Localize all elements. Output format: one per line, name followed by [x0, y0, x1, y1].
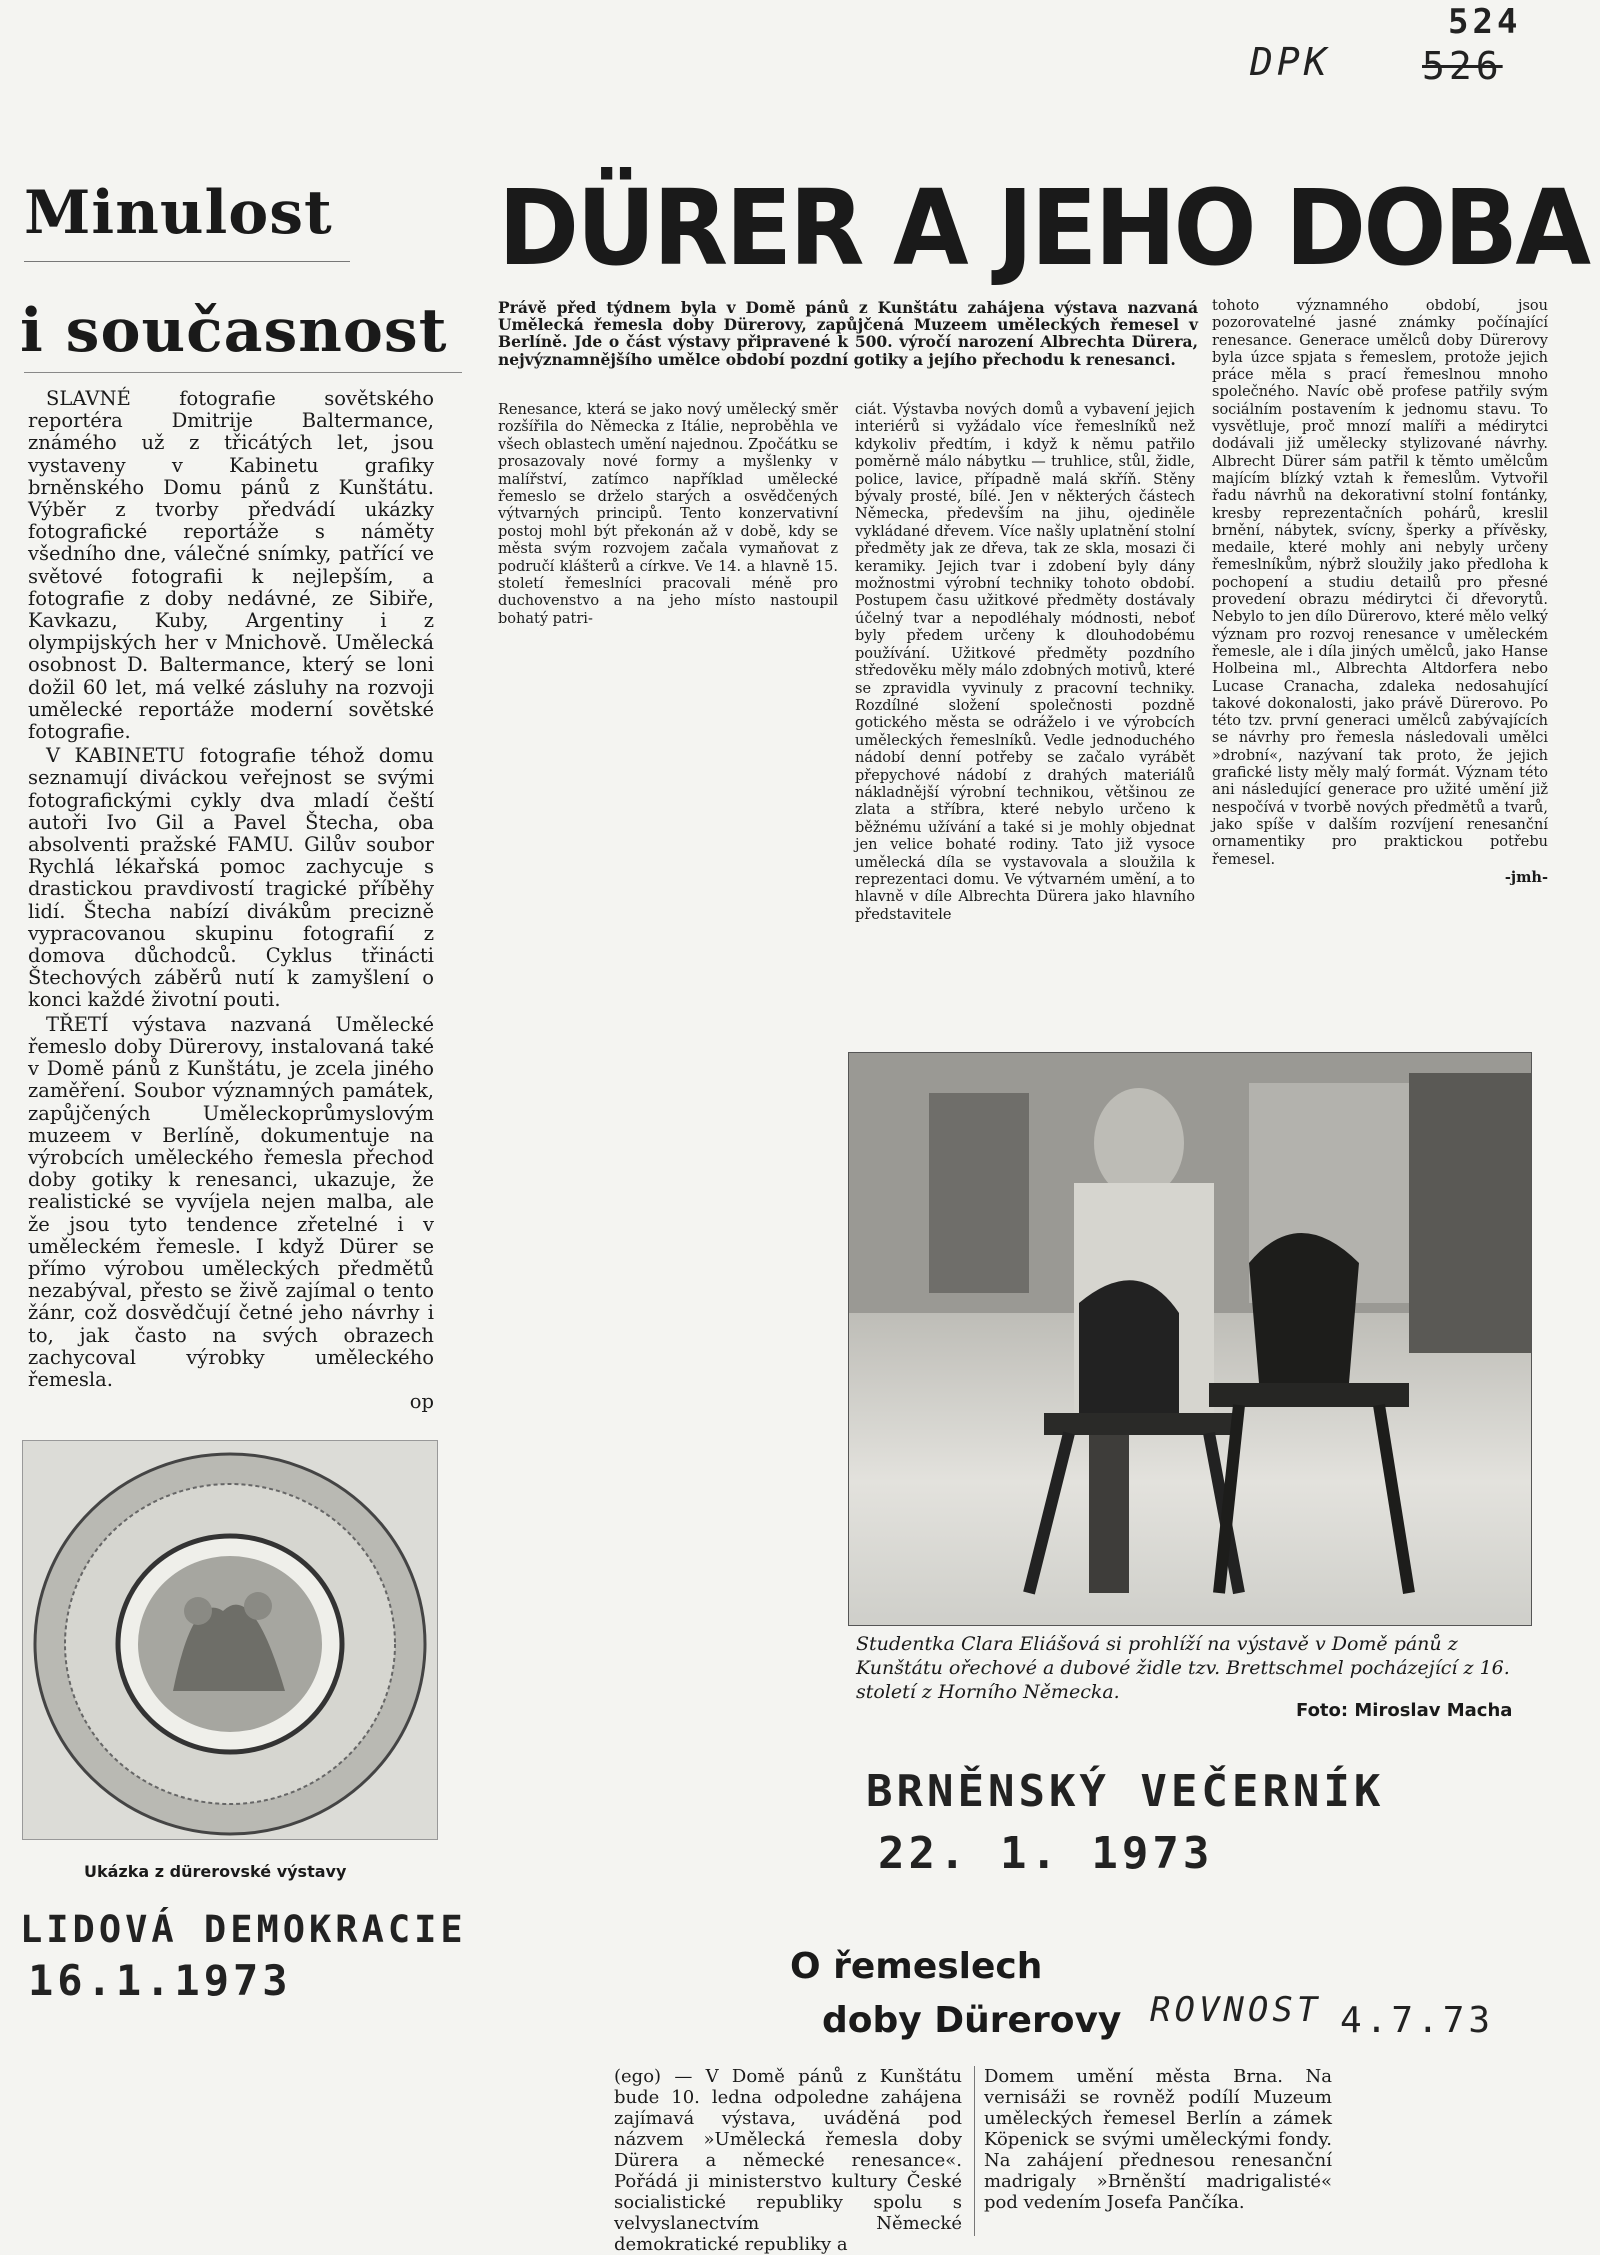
chairs-photo-caption: Studentka Clara Eliášová si prohlíží na výstavě v Domě pánů z Kunštátu ořechové a dubové židle tzv. Brettschmel pocházející z 16. století z Horního Německa.	[856, 1633, 1510, 1703]
left-paragraph: V KABINETU fotografie téhož domu seznamují diváckou veřejnost se svými fotografickými cykly dva mladí čeští autoři Ivo Gil a Pavel Štecha, oba absolventi pražské FAMU. Gilův soubor Rychlá lékařská pomoc zachycuje s drastickou pravdivostí tragické příběhy lidí. Štecha nabízí divákům precizně vypracovanou skupinu fotografií z domova důchodců. Cyklus třinácti Štechových záběrů nutí k zamyšlení o konci každé životní pouti.	[28, 744, 434, 1012]
archive-page-number: 524	[1448, 2, 1522, 42]
plate-photo	[22, 1440, 438, 1840]
left-paragraph: SLAVNÉ fotografie sovětského reportéra Dmitrije Baltermance, známého už z třicátých let, jsou vystaveny v Kabinetu grafiky brněnského Domu pánů z Kunštátu. Výběr z tvorby předvádí ukázky fotografické reportáže s náměty všedního dne, válečné snímky, patřící ve světové fotografii k nejlepším, a fotografie z doby nedávné, ze Sibiře, Kavkazu, Kuby, Argentiny i z olympijských her v Mnichově. Umělecká osobnost D. Baltermance, který se loni dožil 60 let, má velké zásluhy na rozvoji umělecké reportáže moderní sovětské fotografie.	[28, 387, 434, 744]
headline-rule	[24, 261, 350, 262]
main-column-3	[1212, 298, 1548, 886]
archive-mark: DPK	[1250, 40, 1331, 84]
source-rovnost: ROVNOST	[1150, 1990, 1322, 2030]
source-lidova-demokracie: LIDOVÁ DEMOKRACIE	[20, 1908, 467, 1951]
bottom-column-1: (ego) — V Domě pánů z Kunštátu bude 10. ledna odpoledne zahájena zajímavá výstava, uváděná pod názvem »Umělecká řemesla doby Dürera a německé renesance«. Pořádá ji ministerstvo kultury České socialistické republiky spolu s velvyslanectvím Německé demokratické republiky a	[614, 2066, 962, 2255]
chairs-photo	[848, 1052, 1532, 1626]
chairs-photo-illustration	[849, 1053, 1531, 1625]
bottom-column-2: Domem umění města Brna. Na vernisáži se rovněž podílí Muzeum uměleckých řemesel Berlín a zámek Köpenick se svými uměleckými fondy. Na zahájení přednesou renesanční madrigaly »Brněnští madrigalisté« pod vedením Josefa Pančíka.	[984, 2066, 1332, 2213]
main-headline-block	[498, 167, 1589, 289]
left-signature: op	[409, 1390, 434, 1414]
left-headline-line1: Minulost	[24, 178, 333, 248]
left-article-body	[28, 388, 434, 1413]
headline-rule	[24, 372, 462, 373]
plate-caption: Ukázka z dürerovské výstavy	[84, 1862, 347, 1881]
source-brnensky-vecernik: BRNĚNSKÝ VEČERNÍK	[866, 1766, 1385, 1817]
main-signature: -jmh-	[1504, 868, 1548, 886]
left-headline-line2: i současnost	[20, 296, 448, 366]
column-rule	[974, 2066, 975, 2236]
main-column-3-text: tohoto významného období, jsou pozorovatelné jasné známky počínající renesance. Generace umělců doby Dürerovy byla úzce spjata s řemeslem, protože jejich práce měla s prací řemeslnou mnoho společného. Navíc obě profese patřily svým sociálním postavením k jednomu stavu. To vysvětluje, proč mnozí malíři a médirytci dodávali již umělecky stylizované návrhy. Albrecht Dürer sám patřil k těmto umělcům majícím blízký vztah k řemeslům. Vytvořil řadu návrhů na dekorativní stolní fontánky, kresby reprezentačních pohárů, kreslil brnění, nábytek, svícny, šperky a přívěsky, medaile, které mohly ani nebyly určeny řemeslníkům, nýbrž sloužily jako předloha k pochopení a studiu detailů pro přesné provedení obrazu médirytci či dřevorytů. Nebylo to jen dílo Dürerovo, které mělo velký význam pro rozvoj renesance v uměleckém řemesle, ale i díla jiných umělců, jako Hanse Holbeina ml., Albrechta Altdorfera nebo Lucase Cranacha, zdaleka nedosahující takové dokonalosti, jako právě Dürerovo. Po této tzv. první generaci umělců zabývajících se návrhy pro řemesla následovali umělci »drobní«, nazývaní tak proto, že jejich grafické listy měly malý formát. Význam této ani následující generace pro užité umění již nespočívá v tvorbě nových předmětů a tvarů, jako spíše v dalším rozvíjení renesanční ornamentiky pro praktickou potřebu řemesel.	[1212, 298, 1548, 868]
photo-credit: Foto: Miroslav Macha	[1296, 1700, 1513, 1721]
bottom-headline-line2: doby Dürerovy	[822, 2000, 1122, 2041]
date-brnensky-vecernik: 22. 1. 1973	[878, 1828, 1214, 1879]
date-rovnost: 4.7.73	[1340, 2000, 1495, 2041]
archive-number: 526	[1422, 44, 1503, 88]
left-paragraph: TŘETÍ výstava nazvaná Umělecké řemeslo doby Dürerovy, instalovaná také v Domě pánů z Kunštátu, je zcela jiného zaměření. Soubor významných památek, zapůjčených Uměleckoprůmyslovým muzeem v Berlíně, dokumentuje na výrobcích uměleckého řemesla přechod doby gotiky k renesanci, ukazuje, že realistické se vyvíjela nejen malba, ale že jsou tyto tendence zřetelné i v uměleckém řemesle. I když Dürer se přímo výrobou uměleckých předmětů nezabýval, přesto se živě zajímal o tento žánr, což dosvědčují četné jeho návrhy i to, jak často na svých obrazech zachycoval výrobky uměleckého řemesla.	[28, 1012, 434, 1391]
date-lidova-demokracie: 16.1.1973	[28, 1956, 292, 2005]
main-column-1: Renesance, která se jako nový umělecký směr rozšířila do Německa z Itálie, neproběhla ve všech oblastech umění najednou. Zpočátku se prosazovaly nové formy a myšlenky v malířství, zatímco například umělecké řemeslo se drželo starých a osvědčených výtvarných principů. Tento konzervativní postoj mohl být překonán až v době, kdy se města svým rozvojem začala vymaňovat z područí klášterů a církve. Ve 14. a hlavně 15. století řemeslníci pracovali méně pro duchovenstvo a na jeho místo nastoupil bohatý patri-	[498, 402, 838, 627]
main-lead: Právě před týdnem byla v Domě pánů z Kunštátu zahájena výstava nazvaná Umělecká řemesla doby Dürerovy, zapůjčená Muzeem uměleckých řemesel v Berlíně. Jde o část výstavy připravené k 500. výročí narození Albrechta Dürera, nejvýznamnějšího umělce období pozdní gotiky a jejího přechodu k renesanci.	[498, 298, 1198, 369]
main-headline: DÜRER A JEHO DOBA	[498, 167, 1589, 289]
bottom-headline-line1: O řemeslech	[790, 1946, 1043, 1987]
plate-illustration	[23, 1441, 437, 1839]
main-column-2: ciát. Výstavba nových domů a vybavení jejich interiérů si vyžádalo více řemeslníků než kdykoliv předtím, i když k němu patřilo poměrně málo nábytku — truhlice, stůl, židle, police, lavice, případně malá skříň. Stěny bývaly prosté, bílé. Jen v některých částech Německa, především na jihu, ojediněle vykládané dřevem. Více našly uplatnění stolní předměty jak ze dřeva, tak ze skla, mosazi či keramiky. Jejich tvar i zdobení byly dány možnostmi výrobní techniky tohoto období. Postupem času užitkové předměty dostávaly účelný tvar a nepodléhaly módnosti, neboť byly předem určeny k dlouhodobému používání. Užitkové předměty pozdního středověku měly málo zdobných motivů, které se zpravidla vyvinuly z pracovní techniky. Rozdílné složení společnosti pozdně gotického města se odráželo i ve výrobcích uměleckých řemeslníků. Vedle jednoduchého nádobí denní potřeby se začalo vyrábět přepychové nádobí z drahých materiálů nákladnější výrobní technikou, většinou ze zlata a stříbra, které nebylo určeno k běžnému užívání a také si je mohly objednat jen velice bohaté rodiny. Tato již vysoce umělecká díla se vystavovala a sloužila k reprezentaci domu. Ve výtvarném umění, a to hlavně v díle Albrechta Dürera jako hlavního představitele	[855, 402, 1195, 923]
